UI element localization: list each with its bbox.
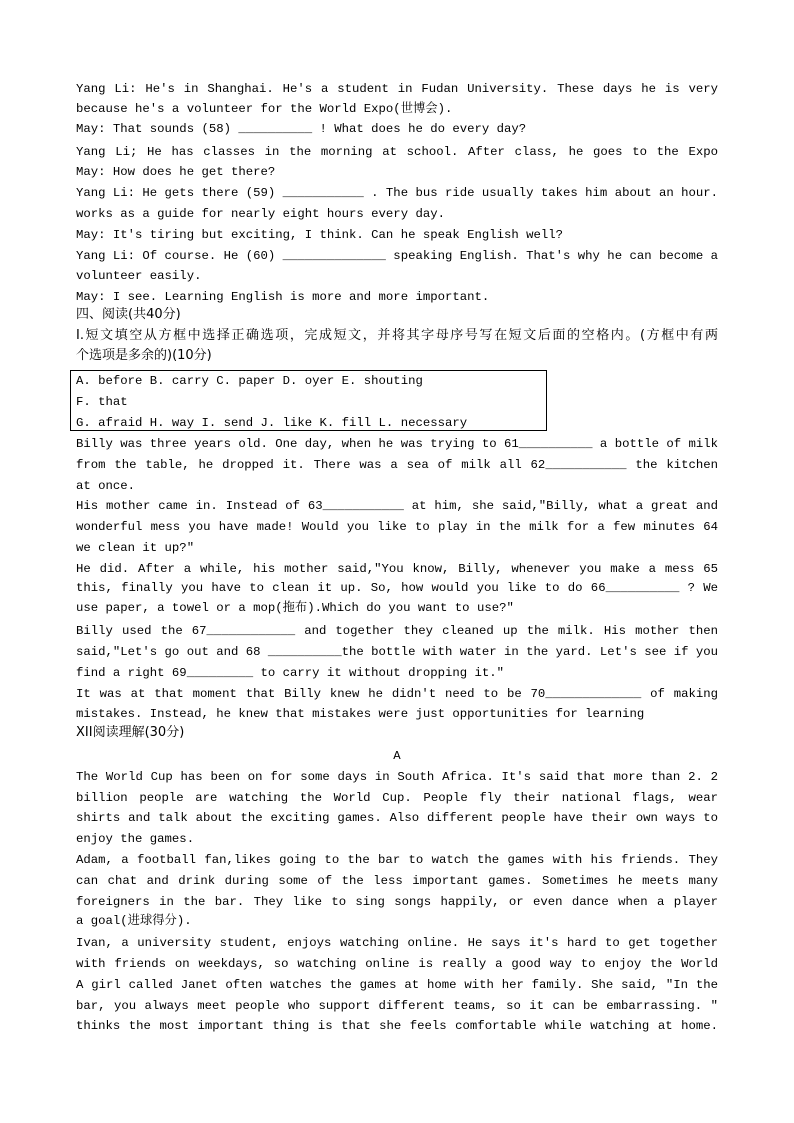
cloze-line: It was at that moment that Billy knew he didn't need to be 70_____________ of making [76,687,718,701]
dialogue-line: May: I see. Learning English is more and more important. [76,290,490,304]
passage-line: thinks the most important thing is that she feels comfortable while watching at home. [76,1019,718,1033]
section-heading: 四、阅读(共40分) [76,307,181,322]
passage-line: Ivan, a university student, enjoys watching online. He says it's hard to get together [76,936,718,950]
options-line: A. before B. carry C. paper D. oyer E. shouting [76,374,423,388]
dialogue-line: May: That sounds (58) __________ ! What does he do every day? [76,122,527,136]
passage-line: Adam, a football fan,likes going to the bar to watch the games with his friends. They [76,853,718,867]
cloze-line: wonderful mess you have made! Would you like to play in the milk for a few minutes 64 [76,520,718,534]
passage-line: shirts and talk about the exciting games. Also different people have their own ways to [76,811,718,825]
dialogue-line: Yang Li; He has classes in the morning at school. After class, he goes to the Expo [76,145,718,159]
passage-line: billion people are watching the World Cup. People fly their national flags, wear [76,791,718,805]
dialogue-line: May: It's tiring but exciting, I think. Can he speak English well? [76,228,564,242]
cloze-line: from the table, he dropped it. There was a sea of milk all 62___________ the kitchen [76,458,718,472]
instruction-line: I.短文填空从方框中选择正确选项，完成短文，并将其字母序号写在短文后面的空格内。(方框中有两 [76,328,718,343]
options-line: F. that [76,395,128,409]
passage-line: can chat and drink during some of the less important games. Sometimes he meets many [76,874,718,888]
cloze-line: this, finally you have to clean it up. So, how would you like to do 66__________ ? We [76,581,718,595]
cloze-line: He did. After a while, his mother said,"You know, Billy, whenever you make a mess 65 [76,562,718,576]
cloze-line: find a right 69_________ to carry it without dropping it." [76,666,505,680]
cloze-line: at once. [76,479,136,493]
cloze-line: use paper, a towel or a mop(拖布).Which do you want to use?" [76,601,514,615]
dialogue-line: Yang Li: He's in Shanghai. He's a student in Fudan University. These days he is very [76,82,718,96]
passage-line: bar, you always meet people who support different teams, so it can be embarrassing. " [76,999,718,1013]
options-line: G. afraid H. way I. send J. like K. fill L. necessary [76,416,468,430]
section-heading: XII阅读理解(30分) [76,725,185,740]
passage-line: with friends on weekdays, so watching online is really a good way to enjoy the World [76,957,718,971]
dialogue-line: because he's a volunteer for the World Expo(世博会). [76,102,453,116]
cloze-line: said,"Let's go out and 68 __________the bottle with water in the yard. Let's see if you [76,645,718,659]
cloze-line: Billy was three years old. One day, when he was trying to 61__________ a bottle of milk [76,437,718,451]
cloze-line: His mother came in. Instead of 63___________ at him, she said,"Billy, what a great and [76,499,718,513]
dialogue-line: works as a guide for nearly eight hours every day. [76,207,445,221]
instruction-line: 个选项是多余的)(10分) [76,348,212,363]
dialogue-line: Yang Li: He gets there (59) ___________ . The bus ride usually takes him about an hour. [76,186,718,200]
cloze-line: we clean it up?" [76,541,195,555]
passage-line: A girl called Janet often watches the games at home with her family. She said, "In the [76,978,718,992]
dialogue-line: Yang Li: Of course. He (60) ______________ speaking English. That's why he can become a [76,249,718,263]
passage-line: a goal(进球得分). [76,914,192,928]
dialogue-line: volunteer easily. [76,269,202,283]
passage-line: The World Cup has been on for some days in South Africa. It's said that more than 2. 2 [76,770,718,784]
dialogue-line: May: How does he get there? [76,165,276,179]
passage-label: A [393,749,401,763]
passage-line: foreigners in the bar. They like to sing songs happily, or even dance when a player [76,895,718,909]
cloze-line: Billy used the 67____________ and together they cleaned up the milk. His mother then [76,624,718,638]
cloze-line: mistakes. Instead, he knew that mistakes were just opportunities for learning [76,707,645,721]
passage-line: enjoy the games. [76,832,195,846]
